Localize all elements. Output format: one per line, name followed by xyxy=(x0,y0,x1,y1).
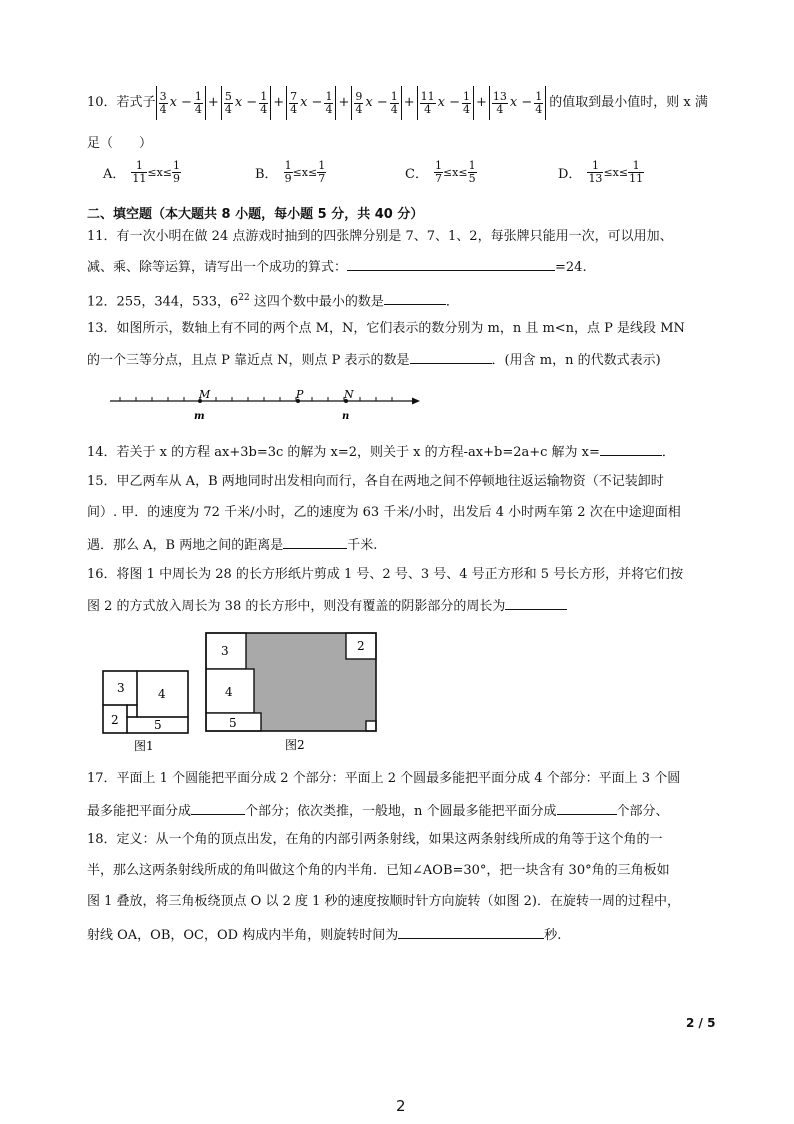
option-upper-fraction xyxy=(172,160,181,185)
label-P: P xyxy=(296,388,304,401)
const-fraction xyxy=(324,91,333,116)
coef-fraction-denominator: 4 xyxy=(496,102,504,116)
const-fraction-numerator: 1 xyxy=(462,89,470,103)
option-lower-fraction-numerator: 1 xyxy=(434,159,442,172)
figure-1 xyxy=(100,667,195,757)
q18-line1: 18．定义：从一个角的顶点出发，在角的内部引两条射线，如果这两条射线所成的角等于这个角的一 xyxy=(87,832,663,847)
q17-answer-blank-2[interactable] xyxy=(557,801,617,815)
coef-fraction-numerator: 3 xyxy=(159,89,167,103)
label-n: n xyxy=(342,411,350,422)
q12-line xyxy=(87,289,459,311)
option-label: D． xyxy=(558,167,582,182)
option-inequality: ≤x≤ xyxy=(603,166,629,179)
fig1-label-3: 3 xyxy=(117,681,125,695)
q13-line1: 13．如图所示，数轴上有不同的两个点 M，N，它们表示的数分别为 m，n 且 m<n，点 P 是线段 MN xyxy=(87,321,685,336)
figure-2 xyxy=(203,630,383,755)
option-lower-fraction xyxy=(284,160,293,185)
q15-line3 xyxy=(87,535,377,555)
q15-answer-blank[interactable] xyxy=(283,535,347,549)
q18-answer-blank[interactable] xyxy=(398,925,544,939)
coef-fraction xyxy=(224,91,233,116)
q18-unit: 秒. xyxy=(544,928,562,943)
coef-fraction-numerator: 13 xyxy=(492,89,507,103)
fig2-caption: 图2 xyxy=(285,738,305,752)
q14-answer-blank[interactable] xyxy=(600,442,662,456)
q18-line2: 半，那么这两条射线所成的角叫做这个角的内半角．已知∠AOB=30°，把一块含有 30°角的三角板如 xyxy=(87,863,670,878)
fig2-label-5: 5 xyxy=(229,716,237,730)
q10-abs-terms xyxy=(156,86,547,120)
q10-options xyxy=(103,160,703,196)
q16-line2 xyxy=(87,596,567,616)
option-upper-fraction xyxy=(317,160,326,185)
coef-fraction-numerator: 7 xyxy=(290,89,298,103)
section-2-title: 二、填空题（本大题共 8 小题，每小题 5 分，共 40 分） xyxy=(87,207,424,222)
fig2-label-4: 4 xyxy=(225,685,233,699)
q15-line2: 间）. 甲．的速度为 72 千米/小时，乙的速度为 63 千米/小时，出发后 4 小时两车第 2 次在中途迎面相 xyxy=(87,505,681,520)
q13-tail: ．(用含 m，n 的代数式表示) xyxy=(491,353,661,368)
fig2-label-3: 3 xyxy=(221,644,229,658)
const-fraction xyxy=(390,91,399,116)
const-fraction xyxy=(194,91,203,116)
option-upper-fraction-denominator: 9 xyxy=(173,172,181,185)
q11-line1: 11．有一次小明在做 24 点游戏时抽到的四张牌分别是 7、7、1、2，每张牌只能用一次，可以用加、 xyxy=(87,229,673,244)
option-upper-fraction-numerator: 1 xyxy=(173,159,181,172)
coef-fraction-denominator: 4 xyxy=(224,102,232,116)
option-label: C． xyxy=(405,167,428,182)
option-lower-fraction xyxy=(434,160,443,185)
fig2-label-2: 2 xyxy=(357,639,365,653)
option-upper-fraction-denominator: 11 xyxy=(629,172,644,185)
option-d[interactable] xyxy=(558,160,644,185)
q16-text: 图 2 的方式放入周长为 38 的长方形中，则没有覆盖的阴影部分的周长为 xyxy=(87,599,506,614)
q15-line1: 15．甲乙两车从 A，B 两地同时出发相向而行，各自在两地之间不停顿地往返运输物资（不记装卸时 xyxy=(87,474,664,489)
const-fraction-denominator: 4 xyxy=(535,102,543,116)
coef-fraction xyxy=(159,91,168,116)
q11-text: 减、乘、除等运算，请写出一个成功的算式： xyxy=(87,260,348,275)
option-inequality: ≤x≤ xyxy=(442,166,468,179)
const-fraction-numerator: 1 xyxy=(260,89,268,103)
option-upper-fraction xyxy=(628,160,644,185)
q17-line2 xyxy=(87,801,669,821)
q17-text-c: 个部分、 xyxy=(616,804,669,819)
const-fraction-denominator: 4 xyxy=(462,102,470,116)
option-b[interactable] xyxy=(255,160,326,185)
option-upper-fraction-numerator: 1 xyxy=(468,159,476,172)
const-fraction xyxy=(462,91,471,116)
coef-fraction-denominator: 4 xyxy=(355,102,363,116)
q12-exponent: 22 xyxy=(238,293,250,303)
x-minus: x − xyxy=(437,95,460,110)
option-lower-fraction-denominator: 9 xyxy=(284,172,292,185)
q11-eq: =24. xyxy=(555,260,587,275)
const-fraction-numerator: 1 xyxy=(390,89,398,103)
abs-term-6 xyxy=(489,86,546,120)
option-upper-fraction-denominator: 7 xyxy=(318,172,326,185)
const-fraction-numerator: 1 xyxy=(535,89,543,103)
abs-term-3 xyxy=(286,86,336,120)
number-line-figure xyxy=(108,385,428,425)
label-M: M xyxy=(199,388,211,401)
number-line-arrow xyxy=(412,398,420,405)
q10-line1 xyxy=(87,85,708,121)
q17-line1: 17．平面上 1 个圆能把平面分成 2 个部分：平面上 2 个圆最多能把平面分成 4 个部分：平面上 3 个圆 xyxy=(87,771,681,786)
x-minus: x − xyxy=(509,95,533,110)
q10-tail: 的值取到最小值时，则 x 满 xyxy=(549,95,708,110)
q17-text-a: 最多能把平面分成 xyxy=(87,804,192,819)
fig1-caption: 图1 xyxy=(134,739,154,753)
coef-fraction-numerator: 9 xyxy=(355,89,363,103)
coef-fraction xyxy=(420,91,436,116)
coef-fraction xyxy=(289,91,298,116)
option-lower-fraction xyxy=(131,160,147,185)
abs-term-1 xyxy=(156,86,206,120)
option-lower-fraction-denominator: 7 xyxy=(434,172,442,185)
const-fraction-denominator: 4 xyxy=(260,102,268,116)
const-fraction xyxy=(259,91,268,116)
const-fraction-numerator: 1 xyxy=(194,89,202,103)
fig1-square-1 xyxy=(127,705,137,717)
option-upper-fraction-denominator: 5 xyxy=(468,172,476,185)
option-lower-fraction-numerator: 1 xyxy=(587,160,603,173)
const-fraction-denominator: 4 xyxy=(390,102,398,116)
option-inequality: ≤x≤ xyxy=(147,166,173,179)
option-label: B． xyxy=(255,167,278,182)
coef-fraction-denominator: 4 xyxy=(290,102,298,116)
plus-sign: + xyxy=(403,95,415,110)
option-lower-fraction-numerator: 1 xyxy=(284,159,292,172)
q12-text-a: 12．255，344，533，6 xyxy=(87,294,239,310)
fig1-label-4: 4 xyxy=(158,687,166,701)
plus-sign: + xyxy=(475,95,487,110)
q18-line3: 图 1 叠放，将三角板绕顶点 O 以 2 度 1 秒的速度按顺时针方向旋转（如图 2)．在旋转一周的过程中， xyxy=(87,894,681,909)
option-lower-fraction xyxy=(587,160,603,185)
q10-lead: 若式子 xyxy=(116,95,156,110)
plus-sign: + xyxy=(338,95,350,110)
q12-answer-blank[interactable] xyxy=(384,291,446,305)
x-minus: x − xyxy=(234,95,258,110)
x-minus: x − xyxy=(300,95,323,110)
q13-line2 xyxy=(87,350,661,370)
q18-line4 xyxy=(87,925,561,945)
coef-fraction-numerator: 5 xyxy=(224,89,232,103)
const-fraction-denominator: 4 xyxy=(194,102,202,116)
q15-unit: 千米. xyxy=(347,538,378,553)
coef-fraction-denominator: 4 xyxy=(424,102,432,116)
const-fraction-numerator: 1 xyxy=(325,89,333,103)
q11-line2 xyxy=(87,257,587,277)
option-upper-fraction xyxy=(468,160,477,185)
abs-term-4 xyxy=(351,86,401,120)
q15-text: 遇．那么 A，B 两地之间的距离是 xyxy=(87,538,284,553)
q14-line xyxy=(87,442,675,462)
label-N: N xyxy=(344,388,354,401)
const-fraction xyxy=(534,91,543,116)
fig1-label-2: 2 xyxy=(111,713,119,727)
fig2-square-1 xyxy=(366,721,376,731)
q10-line2: 足（ ） xyxy=(87,136,153,151)
fig1-label-5: 5 xyxy=(154,718,162,732)
abs-term-2 xyxy=(221,86,271,120)
coef-fraction xyxy=(354,91,363,116)
q13-text: 的一个三等分点，且点 P 靠近点 N，则点 P 表示的数是 xyxy=(87,353,410,368)
q11-answer-blank[interactable] xyxy=(347,257,555,271)
x-minus: x − xyxy=(365,95,388,110)
q16-answer-blank[interactable] xyxy=(505,596,567,610)
option-upper-fraction-numerator: 1 xyxy=(628,160,644,173)
option-inequality: ≤x≤ xyxy=(292,166,318,179)
q14-text: 14．若关于 x 的方程 ax+3b=3c 的解为 x=2，则关于 x 的方程-ax+b=2a+c 解为 x= xyxy=(87,445,600,460)
option-a[interactable] xyxy=(103,160,181,185)
option-upper-fraction-numerator: 1 xyxy=(318,159,326,172)
option-label: A． xyxy=(103,167,126,182)
option-lower-fraction-denominator: 11 xyxy=(132,172,147,185)
q17-answer-blank-1[interactable] xyxy=(191,801,245,815)
page-number: 2 / 5 xyxy=(686,1016,716,1030)
q12-text-b: 这四个数中最小的数是 xyxy=(249,294,384,310)
q10-num: 10． xyxy=(87,95,117,110)
const-fraction-denominator: 4 xyxy=(325,102,333,116)
q17-text-b: 个部分；依次类推，一般地，n 个圆最多能把平面分成 xyxy=(245,804,557,819)
footer-page-number: 2 xyxy=(396,1097,406,1115)
option-lower-fraction-denominator: 13 xyxy=(588,172,603,185)
q16-line1: 16．将图 1 中周长为 28 的长方形纸片剪成 1 号、2 号、3 号、4 号正方形和 5 号长方形，并将它们按 xyxy=(87,567,684,582)
q18-text: 射线 OA，OB，OC，OD 构成内半角，则旋转时间为 xyxy=(87,928,399,943)
abs-term-5 xyxy=(417,86,474,120)
plus-sign: + xyxy=(273,95,285,110)
coef-fraction-numerator: 11 xyxy=(420,89,435,103)
x-minus: x − xyxy=(169,95,192,110)
label-m: m xyxy=(194,411,205,422)
option-c[interactable] xyxy=(405,160,477,185)
coef-fraction xyxy=(492,91,508,116)
q12-end: ． xyxy=(445,294,459,310)
q13-answer-blank[interactable] xyxy=(410,350,492,364)
plus-sign: + xyxy=(207,95,219,110)
coef-fraction-denominator: 4 xyxy=(159,102,167,116)
option-lower-fraction-numerator: 1 xyxy=(131,160,147,173)
q14-end: ． xyxy=(661,445,675,460)
